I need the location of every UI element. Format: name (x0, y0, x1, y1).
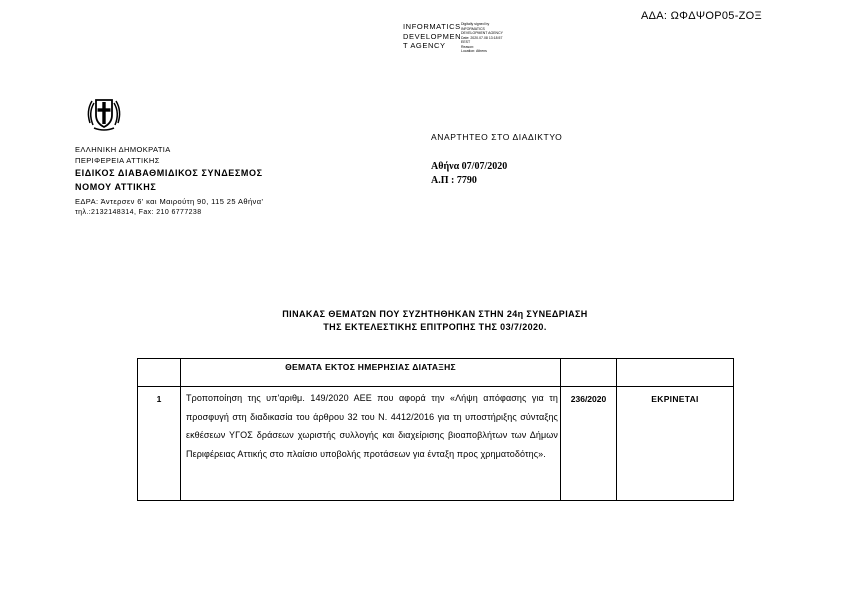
header-cell-empty (561, 359, 617, 387)
digital-signature-stamp (403, 22, 533, 58)
signature-line: T AGENCY (403, 41, 446, 50)
row-number: 1 (138, 387, 181, 501)
title-line: ΠΙΝΑΚΑΣ ΘΕΜΑΤΩΝ ΠΟΥ ΣΥΖΗΤΗΘΗΚΑΝ ΣΤΗΝ 24η ΣΥΝΕΔΡΙΑΣΗ (282, 309, 588, 319)
signature-details (461, 22, 503, 54)
sender-country: ΕΛΛΗΝΙΚΗ ΔΗΜΟΚΡΑΤΙΑ (75, 145, 171, 154)
signature-detail: Location: Athens (461, 49, 487, 53)
header-cell-empty (138, 359, 181, 387)
topics-table (137, 358, 734, 501)
document-title (200, 308, 670, 334)
header-cell-empty (617, 359, 734, 387)
signature-detail: DEVELOPMENT AGENCY (461, 31, 503, 35)
title-line: ΤΗΣ ΕΚΤΕΛΕΣΤΙΚΗΣ ΕΠΙΤΡΟΠΗΣ ΤΗΣ 03/7/2020. (323, 322, 547, 332)
sender-prefecture: ΝΟΜΟΥ ΑΤΤΙΚΗΣ (75, 182, 157, 192)
signature-detail: EEST (461, 40, 471, 44)
signature-line: INFORMATICS (403, 22, 461, 31)
protocol-number: Α.Π : 7790 (431, 175, 477, 186)
ada-code: ΑΔΑ: ΩΦΔΨΟΡ05-ΖΟΞ (641, 10, 762, 22)
signature-detail: Date: 2020.07.08 13:18:57 (461, 35, 503, 40)
signature-signer (403, 22, 461, 51)
signature-detail: INFORMATICS (461, 26, 485, 31)
signature-line: DEVELOPMEN (403, 31, 462, 41)
table-header-row (138, 359, 734, 387)
table-header: ΘΕΜΑΤΑ ΕΚΤΟΣ ΗΜΕΡΗΣΙΑΣ ΔΙΑΤΑΞΗΣ (181, 359, 561, 387)
date-protocol-block (431, 160, 507, 188)
table-row (138, 387, 734, 501)
sender-phone: τηλ.:2132148314, Fax: 210 6777238 (75, 209, 202, 216)
publication-notice: ΑΝΑΡΤΗΤΕΟ ΣΤΟ ΔΙΑΔΙΚΤΥΟ (431, 132, 563, 142)
row-result: ΕΚΡΙΝΕΤΑΙ (617, 387, 734, 501)
sender-organization: ΕΙΔΙΚΟΣ ΔΙΑΒΑΘΜΙΔΙΚΟΣ ΣΥΝΔΕΣΜΟΣ (75, 168, 263, 178)
row-decision-number: 236/2020 (561, 387, 617, 501)
row-description: Τροποποίηση της υπ'αριθμ. 149/2020 ΑΕΕ που αφορά την «Λήψη απόφασης για τη προσφυγή στη διαδικασία του άρθρου 32 του Ν. 4412/2016 για τη υποστήριξης σύνταξης εκθέσεων ΥΓΟΣ δράσεων χωριστής συλλογής και διαχείρισης βιοαποβλήτων των Δήμων Περιφέρειας Αττικής στο πλαίσιο υποβολής προτάσεων για ένταξη προς χρηματοδότης». (181, 387, 561, 501)
sender-region: ΠΕΡΙΦΕΡΕΙΑ ΑΤΤΙΚΗΣ (75, 156, 160, 165)
signature-detail: Reason: (461, 44, 475, 49)
signature-detail: Digitally signed by (461, 22, 490, 26)
sender-address: ΕΔΡΑ: Άντερσεν 6' και Μαιρούτη 90, 115 25 Αθήνα' (75, 197, 264, 206)
sender-block (75, 144, 263, 218)
greek-emblem-icon (84, 93, 124, 133)
document-date: Αθήνα 07/07/2020 (431, 161, 508, 172)
